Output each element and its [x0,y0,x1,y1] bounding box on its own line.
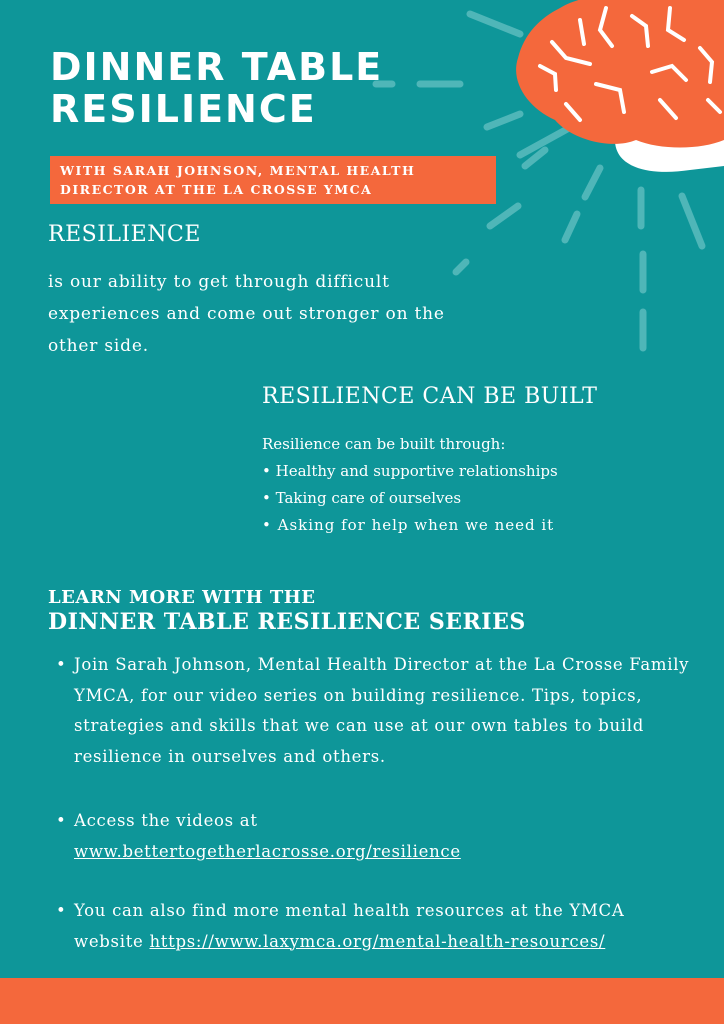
footer-bar [0,978,724,1024]
learn-more-heading [48,587,526,635]
learn-heading-line-2: DINNER TABLE RESILIENCE SERIES [48,609,526,635]
subtitle-banner [50,156,496,204]
built-list [262,431,682,539]
learn-heading-line-1: LEARN MORE WITH THE [48,587,316,608]
resources-link[interactable]: https://www.laxymca.org/mental-health-resources/ [149,931,606,951]
resilience-definition: is our ability to get through difficult experiences and come out stronger on the other side. [48,272,445,356]
built-item: • Asking for help when we need it [262,516,555,534]
list-item [56,806,696,867]
page-title [50,46,383,130]
subtitle-line-1: WITH SARAH JOHNSON, MENTAL HEALTH [60,163,416,178]
resilience-heading: RESILIENCE [48,222,201,247]
built-item: • Taking care of ourselves [262,489,462,507]
built-intro: Resilience can be built through: [262,435,506,453]
series-description: Join Sarah Johnson, Mental Health Director at the La Crosse Family YMCA, for our video series on building resilience. Tips, topics, strategies and skills that we can use at our own tables to build resilience in ourselves and others. [74,655,690,766]
access-videos-text: Access the videos at [74,811,258,830]
list-item [56,650,696,772]
resources-text: You can also find more mental health resources at the YMCA website [74,901,625,951]
subtitle-line-2: DIRECTOR AT THE LA CROSSE YMCA [60,182,373,197]
built-item: • Healthy and supportive relationships [262,462,558,480]
brain-icon [516,0,724,172]
title-line-1: DINNER TABLE [50,45,384,89]
list-item [56,896,696,957]
learn-more-list [56,650,696,957]
title-line-2: RESILIENCE [50,87,317,131]
videos-link[interactable]: www.bettertogetherlacrosse.org/resilience [74,841,461,861]
built-heading: RESILIENCE CAN BE BUILT [262,384,598,409]
